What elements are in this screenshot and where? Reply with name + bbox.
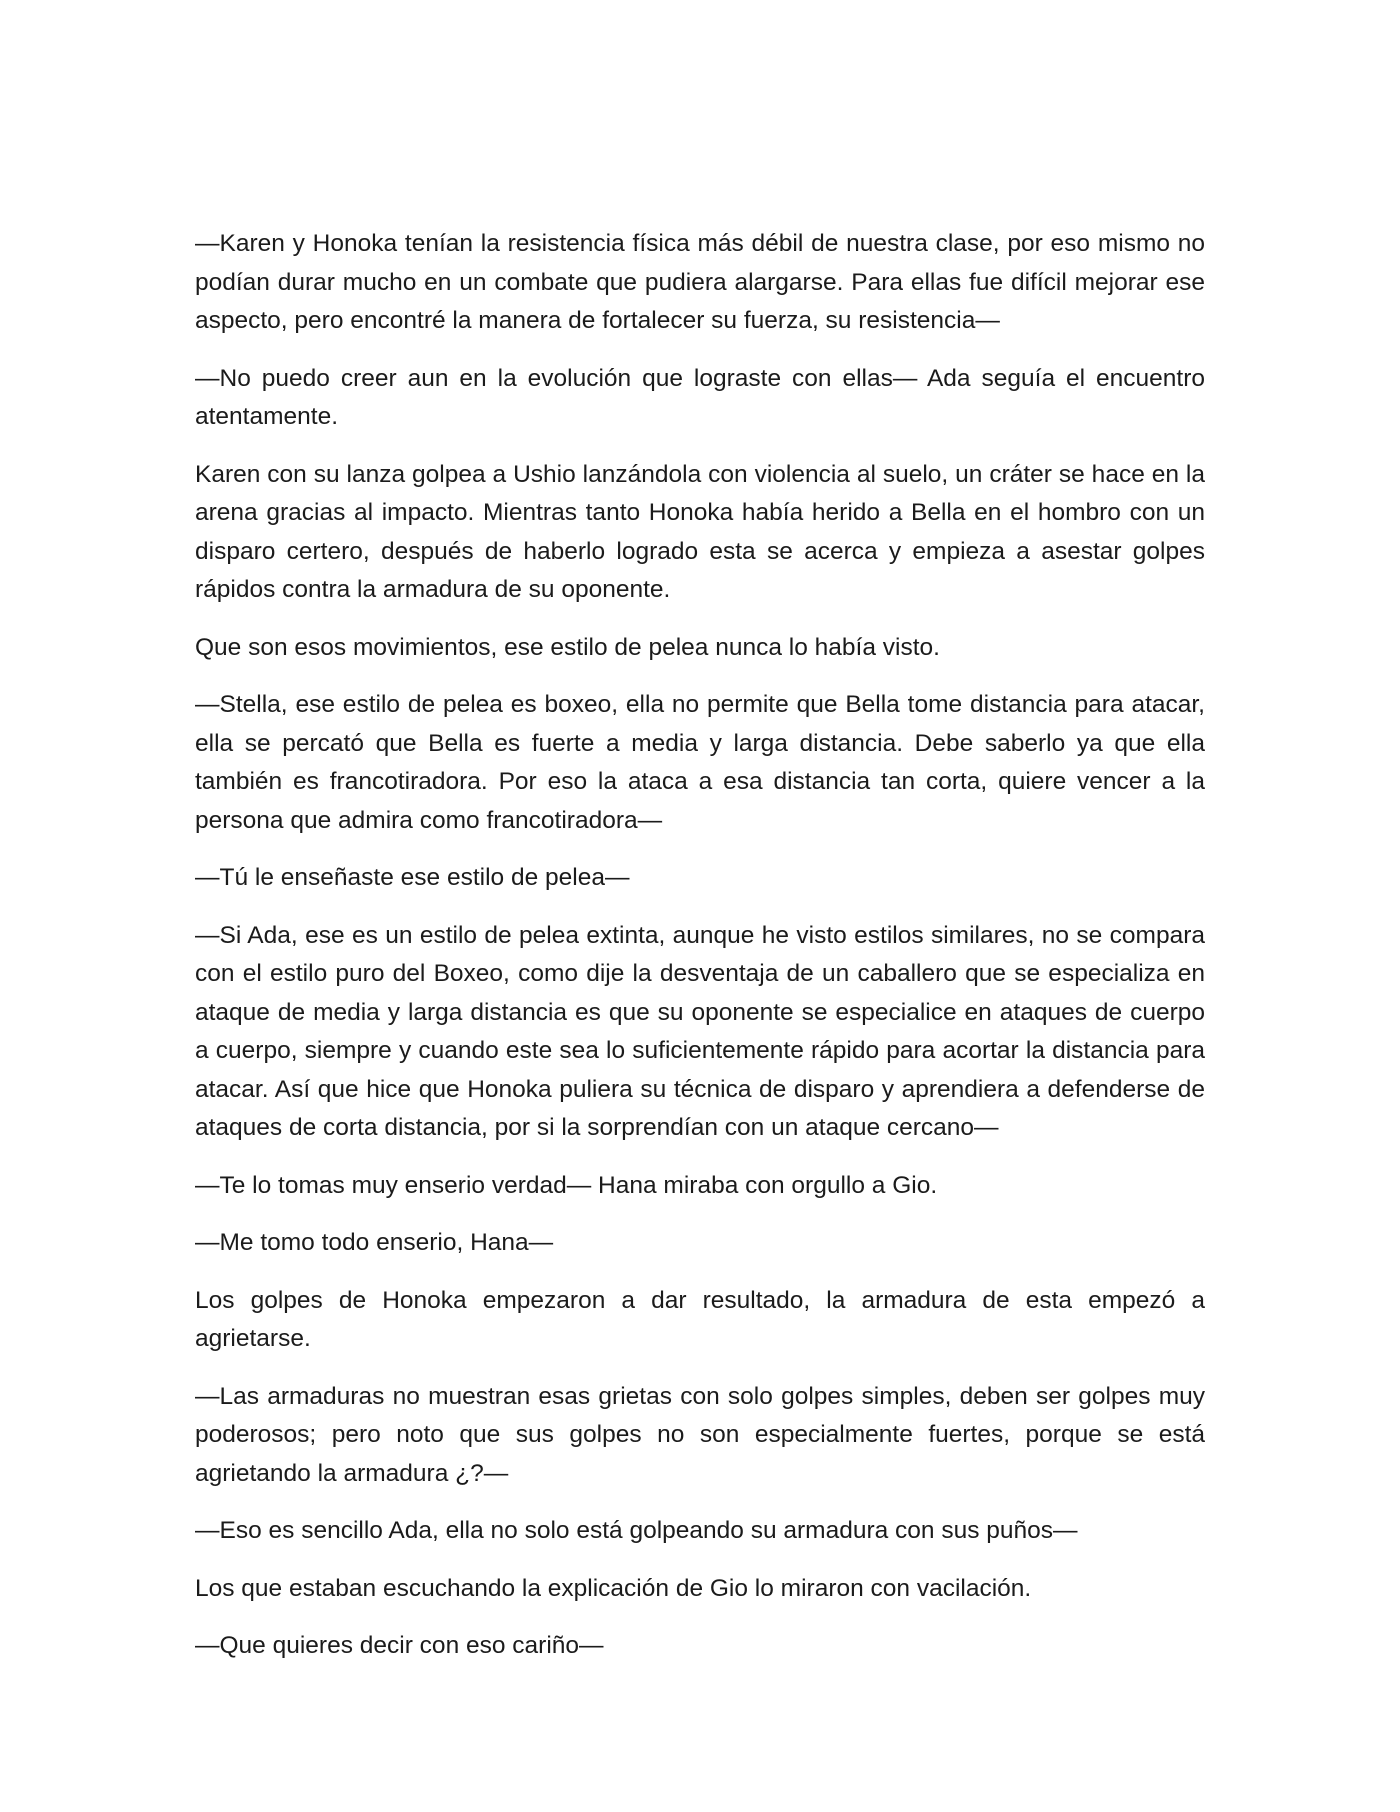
paragraph: —Las armaduras no muestran esas grietas con solo golpes simples, deben ser golpes muy poderosos; pero noto que sus golpes no son especialmente fuertes, porque se está agrietando la armadura ¿?—: [195, 1382, 1205, 1487]
paragraph: —Karen y Honoka tenían la resistencia física más débil de nuestra clase, por eso mismo no podían durar mucho en un combate que pudiera alargarse. Para ellas fue difícil mejorar ese aspecto, pero encontré la manera de fortalecer su fuerza, su resistencia—: [195, 230, 1205, 334]
paragraph: —Stella, ese estilo de pelea es boxeo, ella no permite que Bella tome distancia para atacar, ella se percató que Bella es fuerte a media y larga distancia. Debe saberlo ya que ella también es francotiradora. Por eso la ataca a esa distancia tan corta, quiere vencer a la persona que admira como francotiradora—: [195, 691, 1205, 834]
paragraph: Karen con su lanza golpea a Ushio lanzándola con violencia al suelo, un cráter se hace en la arena gracias al impacto. Mientras tanto Honoka había herido a Bella en el hombro con un disparo certero, después de haberlo logrado esta se acerca y empieza a asestar golpes rápidos contra la armadura de su oponente.: [195, 460, 1205, 603]
paragraph: —Que quieres decir con eso cariño—: [195, 1632, 604, 1659]
paragraph: —No puedo creer aun en la evolución que lograste con ellas— Ada seguía el encuentro atentamente.: [195, 364, 1205, 430]
paragraph: Los golpes de Honoka empezaron a dar resultado, la armadura de esta empezó a agrietarse.: [195, 1286, 1205, 1352]
paragraph: —Tú le enseñaste ese estilo de pelea—: [195, 864, 630, 891]
paragraph: Que son esos movimientos, ese estilo de pelea nunca lo había visto.: [195, 633, 940, 661]
paragraph: —Te lo tomas muy enserio verdad— Hana miraba con orgullo a Gio.: [195, 1171, 938, 1199]
paragraph: Los que estaban escuchando la explicación de Gio lo miraron con vacilación.: [195, 1574, 1032, 1602]
paragraph: —Si Ada, ese es un estilo de pelea extinta, aunque he visto estilos similares, no se compara con el estilo puro del Boxeo, como dije la desventaja de un caballero que se especializa en ataque de media y larga distancia es que su oponente se especialice en ataques de cuerpo a cuerpo, siempre y cuando este sea lo suficientemente rápido para acortar la distancia para atacar. Así que hice que Honoka puliera su técnica de disparo y aprendiera a defenderse de ataques de corta distancia, por si la sorprendían con un ataque cercano—: [195, 921, 1205, 1141]
document-page: [195, 225, 1205, 1685]
paragraph: —Me tomo todo enserio, Hana—: [195, 1229, 554, 1256]
paragraph: —Eso es sencillo Ada, ella no solo está golpeando su armadura con sus puños—: [195, 1517, 1078, 1544]
